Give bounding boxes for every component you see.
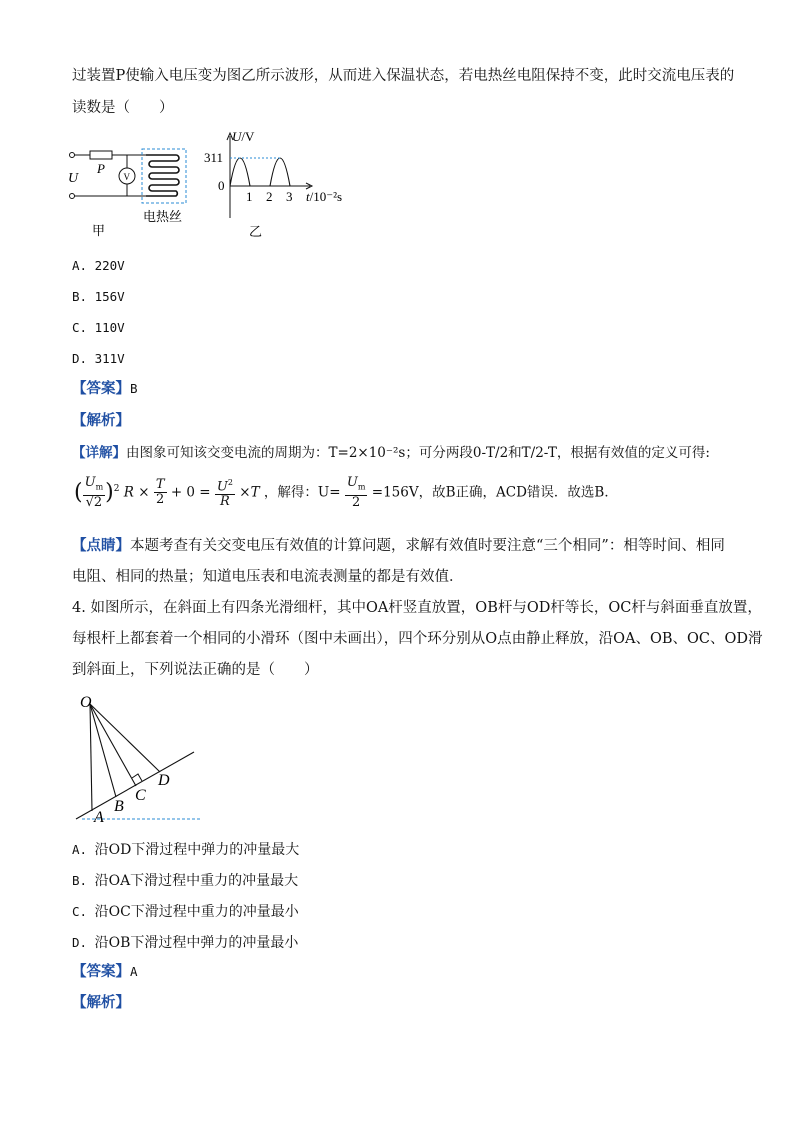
- graph-origin-label: 0: [218, 178, 225, 193]
- graph-peak-label: 311: [204, 150, 224, 165]
- q3-stem-line2: 读数是（ ）: [72, 100, 174, 116]
- graph-tick-2: 2: [266, 189, 273, 204]
- label-a: A: [94, 809, 104, 826]
- q3-option-b: B. 156V: [72, 289, 125, 304]
- q3-answer: 【答案】B: [72, 380, 138, 397]
- q4-option-c: C. 沿OC下滑过程中重力的冲量最小: [72, 904, 299, 920]
- graph-ylabel: U/V: [232, 129, 255, 144]
- q3-detail-line1: 【详解】由图象可知该交变电流的周期为：T=2×10⁻²s；可分两段0-T/2和T/2-T，根据有效值的定义可得:: [72, 445, 710, 461]
- caption-jia: 甲: [92, 223, 106, 238]
- q4-analysis-tag: 【解析】: [72, 994, 130, 1011]
- label-d: D: [158, 772, 170, 789]
- label-o: O: [80, 694, 92, 711]
- q3-analysis-tag: 【解析】: [72, 412, 130, 429]
- voltmeter-label: V: [123, 172, 130, 182]
- q4-answer: 【答案】A: [72, 963, 138, 980]
- caption-yi: 乙: [249, 224, 263, 239]
- q4-option-d: D. 沿OB下滑过程中弹力的冲量最小: [72, 935, 299, 951]
- heater-label: 电热丝: [143, 209, 183, 224]
- graph-tick-3: 3: [286, 189, 293, 204]
- graph-xlabel: t/10⁻²s: [306, 189, 343, 204]
- waveform-graph: [198, 128, 350, 240]
- q3-option-d: D. 311V: [72, 351, 125, 366]
- q3-formula: ( $\frac{U_m}{√2}$ )$^2$ R × $\frac{T}{2}$ + 0 = $\frac{U^2}{R}$ ×T ，解得：U= $\frac{U_m}{2}$ =156V，故B正确，ACD错误．故选B．: [74, 475, 618, 510]
- circuit-u-label: U: [68, 171, 79, 186]
- q3-comment-line1: 【点睛】本题考查有关交变电压有效值的计算问题，求解有效值时要注意“三个相同”：相等时间、相同: [72, 537, 725, 554]
- q4-option-a: A. 沿OD下滑过程中弹力的冲量最大: [72, 842, 300, 858]
- q4-stem-line3: 到斜面上，下列说法正确的是（ ）: [72, 662, 319, 678]
- circuit-p-label: P: [97, 161, 105, 176]
- label-b: B: [114, 798, 124, 815]
- circuit-diagram: [66, 138, 196, 238]
- incline-diagram: [72, 690, 212, 828]
- q4-stem-line2: 每根杆上都套着一个相同的小滑环（图中未画出），四个环分别从O点由静止释放，沿OA、OB、OC、OD滑: [72, 631, 763, 647]
- q4-option-b: B. 沿OA下滑过程中重力的冲量最大: [72, 873, 299, 889]
- graph-tick-1: 1: [246, 189, 253, 204]
- q3-option-c: C. 110V: [72, 320, 125, 335]
- q3-option-a: A. 220V: [72, 258, 125, 273]
- label-c: C: [135, 787, 146, 804]
- q3-stem-line1: 过装置P使输入电压变为图乙所示波形，从而进入保温状态，若电热丝电阻保持不变，此时交流电压表的: [72, 68, 735, 84]
- q3-comment-line2: 电阻、相同的热量；知道电压表和电流表测量的都是有效值．: [72, 569, 464, 585]
- q4-stem-line1: 4. 如图所示，在斜面上有四条光滑细杆，其中OA杆竖直放置，OB杆与OD杆等长，OC杆与斜面垂直放置，: [72, 600, 762, 616]
